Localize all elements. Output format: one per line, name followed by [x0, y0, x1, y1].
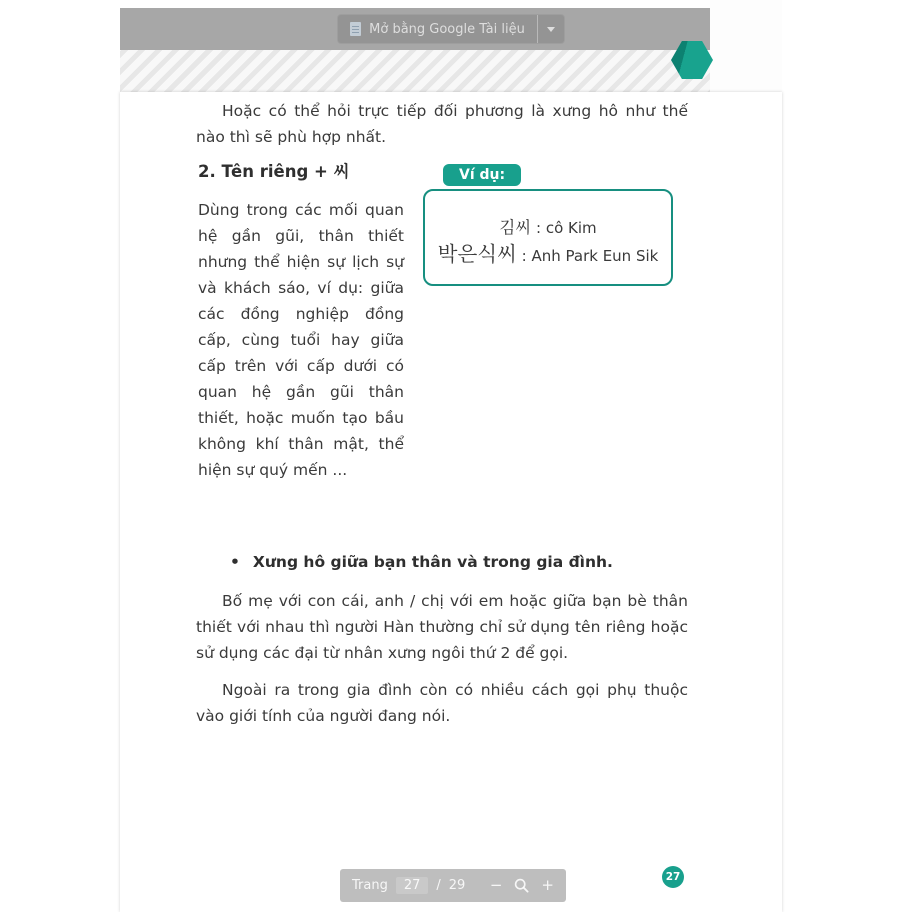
magnifier-icon[interactable] [514, 878, 529, 893]
example-box [423, 189, 673, 286]
chevron-down-icon [547, 27, 555, 32]
example-line-2-korean: 박은식씨 [437, 241, 517, 266]
page-number-badge: 27 [662, 866, 684, 888]
google-docs-icon [350, 22, 361, 36]
top-right-corner [710, 0, 782, 92]
section-heading: 2. Tên riêng + 씨 [198, 162, 350, 181]
zoom-in-button[interactable]: + [541, 876, 554, 894]
page-number-input[interactable]: 27 [396, 877, 429, 894]
paragraph-family-2: Ngoài ra trong gia đình còn có nhiều cách gọi phụ thuộc vào giới tính của người đang nói. [196, 681, 688, 725]
example-line-1-korean: 김씨 [499, 217, 532, 237]
example-line-2 [438, 241, 659, 269]
paragraph-family-1: Bố mẹ với con cái, anh / chị với em hoặc giữa bạn bè thân thiết với nhau thì người Hàn thường chỉ sử dụng tên riêng hoặc sử dụng các đại từ nhân xưng ngôi thứ 2 để gọi. [196, 592, 688, 662]
bullet-heading: Xưng hô giữa bạn thân và trong gia đình. [252, 553, 613, 571]
page-label: Trang [352, 878, 388, 893]
viewer-footer-toolbar [340, 869, 566, 902]
page-total: 29 [448, 878, 466, 893]
open-button-label: Mở bằng Google Tài liệu [369, 21, 525, 37]
paragraph-left-column: Dùng trong các mối quan hệ gần gũi, thân thiết nhưng thể hiện sự lịch sự và khách sáo, ví dụ: giữa các đồng nghiệp đồng cấp, cùng tuổi hay giữa cấp trên với cấp dưới có quan hệ gần gũi thân thiết, hoặc muốn tạo bầu không khí thân mật, thể hiện sự quý mến ... [198, 201, 404, 479]
page-separator: / [436, 878, 441, 893]
document-page [120, 92, 782, 912]
example-line-1-vietnamese: : cô Kim [531, 218, 597, 237]
example-line-1 [499, 215, 596, 241]
bullet-heading-row [230, 553, 613, 571]
paragraph-intro: Hoặc có thể hỏi trực tiếp đối phương là xưng hô như thế nào thì sẽ phù hợp nhất. [196, 102, 688, 146]
bullet-marker: • [230, 553, 240, 571]
example-badge: Ví dụ: [443, 164, 521, 186]
open-with-dropdown-button[interactable] [538, 15, 564, 43]
open-with-google-docs-button[interactable] [338, 15, 564, 43]
example-line-2-vietnamese: : Anh Park Eun Sik [516, 246, 659, 265]
zoom-out-button[interactable]: − [489, 876, 503, 894]
zoom-controls [490, 878, 554, 893]
